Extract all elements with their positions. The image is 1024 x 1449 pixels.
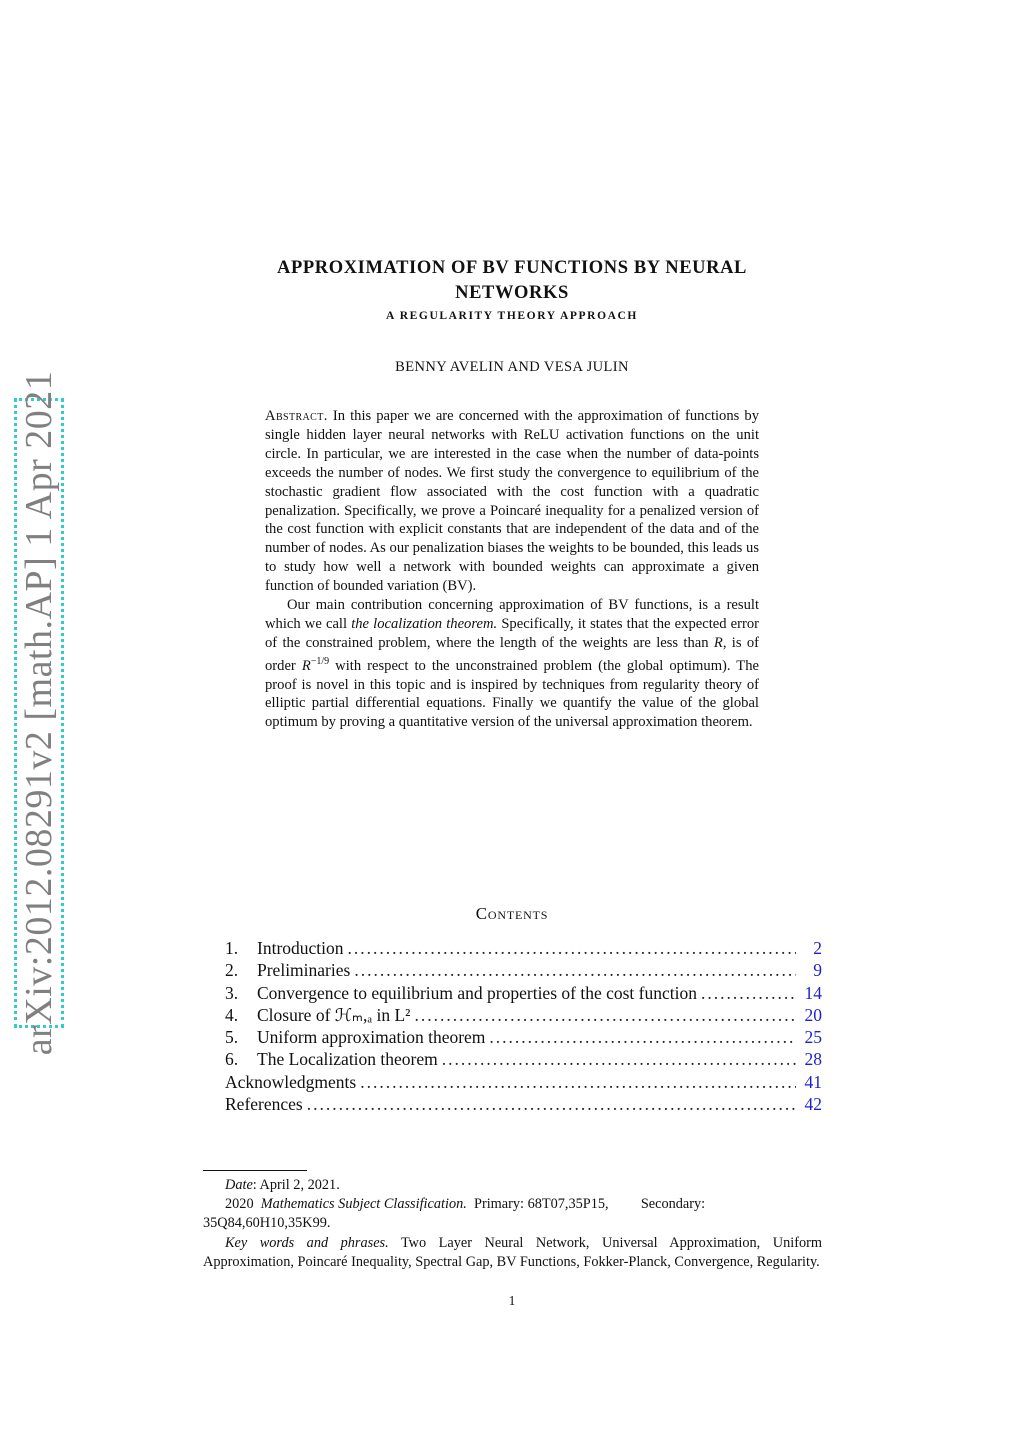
math-exponent: −1/9 (310, 655, 330, 667)
toc-label: Acknowledgments (225, 1071, 357, 1092)
toc-label: Preliminaries (257, 960, 351, 981)
footnote-keywords (203, 1234, 822, 1272)
arxiv-stamp[interactable] (14, 370, 64, 1056)
toc-item-preliminaries[interactable] (225, 960, 822, 982)
title-line-2: NETWORKS (455, 283, 569, 303)
toc-leader (348, 938, 796, 959)
toc-page-link[interactable]: 25 (804, 1027, 822, 1048)
toc-item-uniform-approximation[interactable] (225, 1027, 822, 1049)
abstract (265, 407, 759, 732)
toc-leader (354, 960, 796, 981)
footnote-date (203, 1176, 822, 1195)
footnote-divider (203, 1170, 307, 1171)
keywords-text: Two Layer Neural Network, Universal Approximation, Uniform Approximation, Poincaré Inequality, Spectral Gap, BV Functions, Fokker-Planck, Convergence, Regularity. (203, 1234, 822, 1270)
toc-leader (489, 1027, 796, 1048)
toc-item-references[interactable] (225, 1094, 822, 1116)
toc-leader (307, 1094, 796, 1115)
toc-label: References (225, 1094, 303, 1115)
toc-item-introduction[interactable] (225, 938, 822, 960)
msc-secondary: Secondary: (640, 1196, 706, 1213)
abstract-heading: Abstract. (265, 408, 328, 424)
toc-item-localization-theorem[interactable] (225, 1049, 822, 1071)
toc-number: 4. (225, 1004, 239, 1025)
toc-label: Convergence to equilibrium and properties of the cost function (257, 982, 697, 1003)
toc-label: Closure of ℋₘ,ₐ in L² (257, 1004, 411, 1025)
paper-title (0, 256, 1024, 306)
toc-label: The Localization theorem (257, 1049, 438, 1070)
page-number: 1 (508, 1293, 516, 1308)
toc-page-link[interactable]: 20 (804, 1004, 822, 1025)
toc-label: Introduction (257, 938, 344, 958)
toc-page-link[interactable]: 41 (804, 1071, 822, 1092)
abstract-text-2c: , is of order (265, 634, 759, 674)
toc-page-link[interactable]: 42 (804, 1094, 822, 1115)
footnote-msc (203, 1195, 822, 1214)
toc-leader (442, 1049, 796, 1070)
toc-leader (360, 1072, 796, 1093)
toc-item-closure[interactable] (225, 1005, 822, 1027)
toc-item-convergence[interactable] (225, 983, 822, 1005)
abstract-paragraph-2 (265, 596, 759, 732)
toc-number: 6. (225, 1049, 239, 1070)
footnote-msc-continued: 35Q84,60H10,35K99. (203, 1215, 331, 1232)
toc-page-link[interactable]: 14 (804, 982, 822, 1003)
toc-number: 3. (225, 982, 239, 1003)
toc-leader (701, 983, 796, 1004)
math-R-exp: R (301, 657, 311, 674)
arxiv-stamp-text: arXiv:2012.08291v2 [math.AP] 1 Apr 2021 (18, 370, 61, 1056)
contents-heading: Contents (475, 904, 549, 923)
toc-leader (414, 1005, 796, 1026)
abstract-paragraph-1 (265, 407, 759, 596)
date-label: Date (225, 1177, 253, 1193)
math-R: R (713, 634, 723, 651)
msc-year: 2020 (225, 1196, 254, 1213)
localization-theorem-emphasis: the localization theorem. (351, 615, 498, 632)
toc-page-link[interactable]: 9 (813, 960, 822, 981)
toc-number: 1. (225, 938, 239, 958)
toc-label: Uniform approximation theorem (257, 1027, 486, 1048)
keywords-label: Key words and phrases. (225, 1234, 389, 1251)
abstract-text-2a: Our main contribution concerning approximation of BV functions, is a result which we call (265, 597, 759, 632)
msc-primary: Primary: 68T07,35P15, (474, 1196, 609, 1213)
authors: BENNY AVELIN AND VESA JULIN (395, 359, 629, 375)
title-line-1: APPROXIMATION OF BV FUNCTIONS BY NEURAL (277, 258, 747, 278)
toc-page-link[interactable]: 28 (804, 1049, 822, 1070)
toc-item-acknowledgments[interactable] (225, 1072, 822, 1094)
table-of-contents (225, 938, 822, 1116)
abstract-text-2d: with respect to the unconstrained problem (the global optimum). The proof is novel in this topic and is inspired by techniques from regularity theory of elliptic partial differential equations. Finally we quantify the value of the global optimum by proving a quantitative version of the universal approximation theorem. (265, 657, 759, 731)
date-value: : April 2, 2021. (252, 1177, 340, 1193)
paper-subtitle: A REGULARITY THEORY APPROACH (386, 310, 638, 322)
toc-number: 5. (225, 1027, 239, 1048)
abstract-text-1: In this paper we are concerned with the approximation of functions by single hidden layer neural networks with ReLU activation functions on the unit circle. In particular, we are interested in the case when the number of data-points exceeds the number of nodes. We first study the convergence to equilibrium of the stochastic gradient flow associated with the cost function with a quadratic penalization. Specifically, we prove a Poincaré inequality for a penalized version of the cost function with explicit constants that are independent of the data and of the number of nodes. As our penalization biases the weights to be bounded, this leads us to study how well a network with bounded weights can approximate a given function of bounded variation (BV). (265, 408, 759, 595)
toc-number: 2. (225, 960, 239, 981)
toc-page-link[interactable]: 2 (813, 938, 822, 958)
abstract-text-2b: Specifically, it states that the expected error of the constrained problem, where the length of the weights are less than (265, 615, 760, 651)
msc-label: Mathematics Subject Classification. (260, 1196, 467, 1213)
footnotes (203, 1176, 822, 1272)
